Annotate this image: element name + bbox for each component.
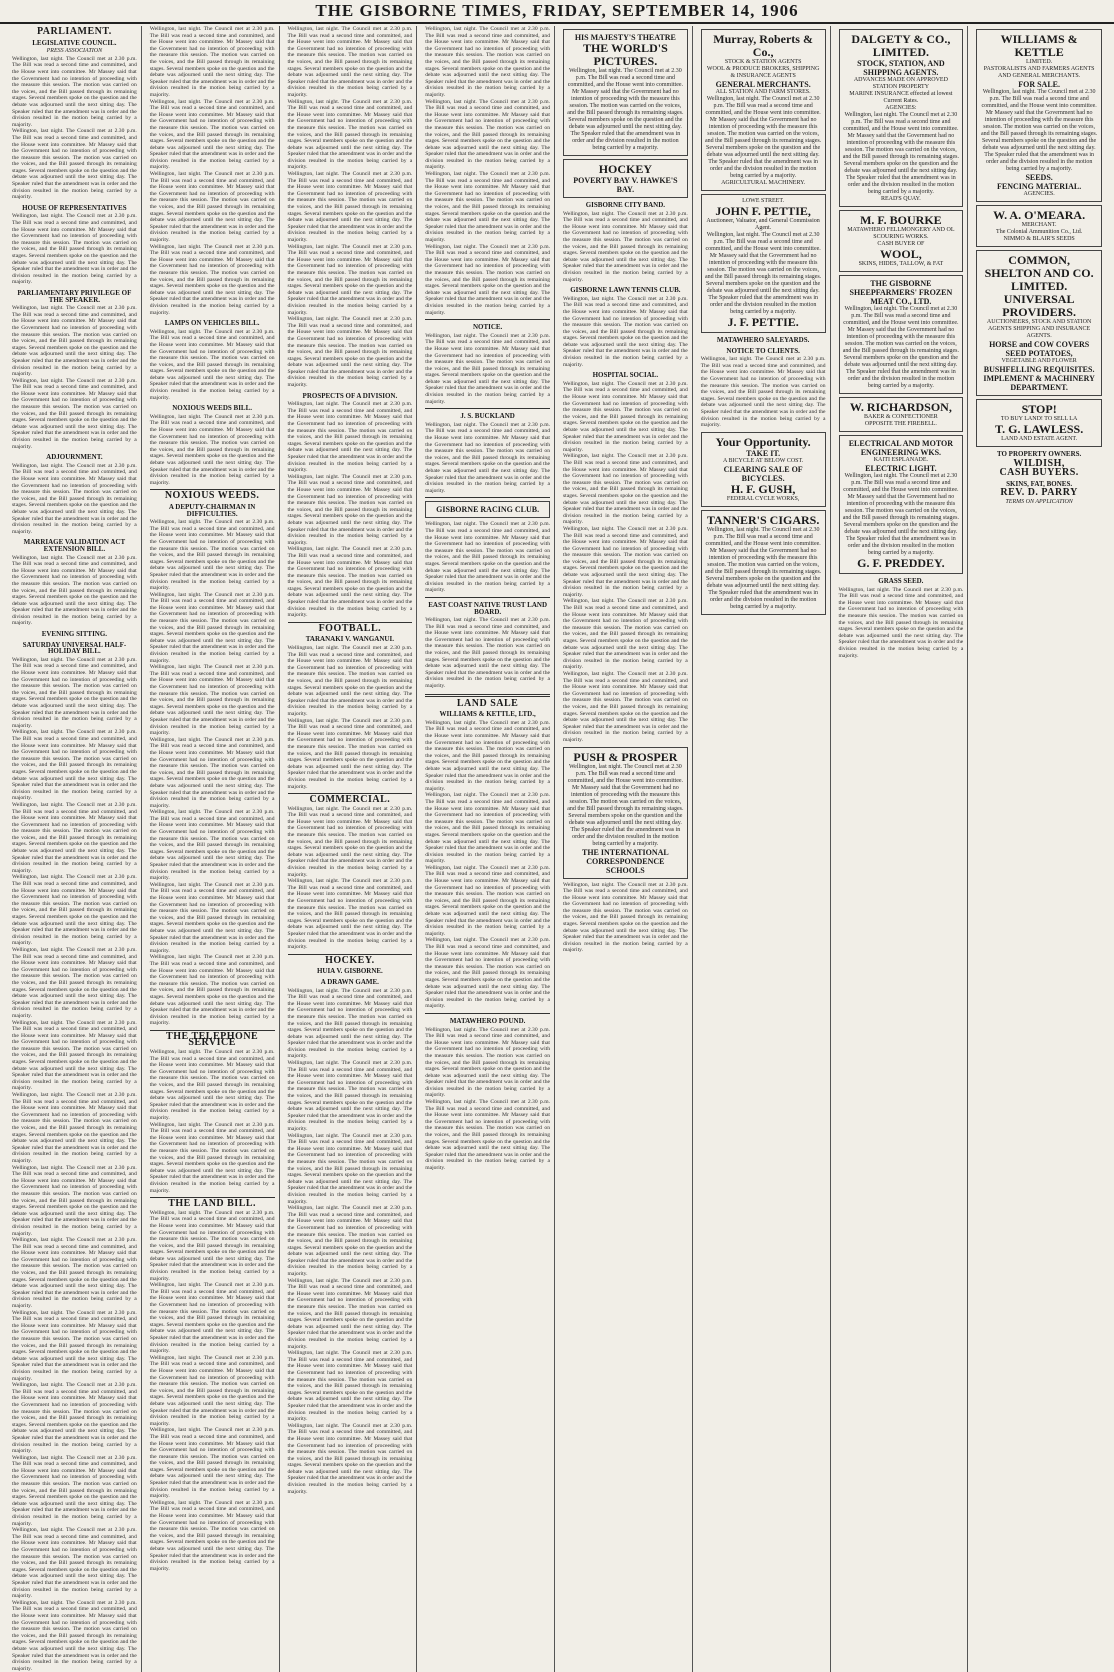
article-text: Wellington, last night. The Council met at 2.30 p.m. The Bill was read a second time and committed, and the House went into committee. Mr Massey said that the Government had no intention of proceeding with the measure this session. The motion was carried on the voices, and the Bill passed through its remaining stages. Several members spoke on the question and the debate was adjourned until the next sitting day. The Speaker ruled that the amendment was in order and the division resulted in the motion being carried by a majority. [149,954,275,1027]
article-text: Wellington, last night. The Council met at 2.30 p.m. The Bill was read a second time and committed, and the House went into committee. Mr Massey said that the Government had no intention of proceeding with the measure this session. The motion was carried on the voices, and the Bill passed through its remaining stages. Several members spoke on the question and the debate was adjourned until the next sitting day. The Speaker ruled that the amendment was in order and the division resulted in the motion being carried by a majority. [287,401,413,474]
schools-title: THE INTERNATIONAL CORRESPONDENCE SCHOOLS [581,847,669,875]
bourke-title: M. F. BOURKE [860,213,942,227]
bourke-cash: CASH BUYER OF [877,241,925,247]
common-seed-potatoes: SEED POTATOES, [1005,349,1073,358]
dalgety-agencies: AGENCIES: [885,105,917,111]
article-text: Wellington, last night. The Council met at 2.30 p.m. The Bill was read a second time and committed, and the House went into committee. Mr Massey said that the Government had no intention of proceeding with the measure this session. The motion was carried on the voices, and the Bill passed through its remaining stages. Several members spoke on the question and the debate was adjourned until the next sitting day. The Speaker ruled that the amendment was in order and the division resulted in the motion being carried by a majority. [425,171,550,243]
universal-title: UNIVERSAL PROVIDERS. [1002,292,1076,319]
divider [425,319,550,320]
lawless-tobuy: TO BUY LAND! TO SELL LA [1000,416,1078,422]
article-text: Wellington, last night. The Council met at 2.30 p.m. The Bill was read a second time and committed, and the House went into committee. Mr Massey said that the Government had no intention of proceeding with the measure this session. The motion was carried on the voices, and the Bill passed through its remaining stages. Several members spoke on the question and the debate was adjourned until the next sitting day. The Speaker ruled that the amendment was in order and the division resulted in the motion being carried by a majority. [287,1277,413,1350]
murray-title: Murray, Roberts & Co., [713,32,813,59]
heading-football: FOOTBALL. [318,622,382,634]
opportunity-title: Your Opportunity. [715,434,811,449]
racing-club-title: GISBORNE RACING CLUB. [436,505,540,515]
wk-text: Wellington, last night. The Council met at 2.30 p.m. The Bill was read a second time and committed, and the House went into committee. Mr Massey said that the Government had no intention of proceeding with the measure this session. The motion was carried on the voices, and the Bill passed through its remaining stages. Several members spoke on the question and the debate was adjourned until the next sitting day. The Speaker ruled that the amendment was in order and the division resulted in the motion being carried by a majority. [980,89,1098,172]
heading-hockey: HOCKEY. [325,954,375,966]
article-text: Wellington, last night. The Council met at 2.30 p.m. The Bill was read a second time and committed, and the House went into committee. Mr Massey said that the Government had no intention of proceeding with the measure this session. The motion was carried on the voices, and the Bill passed through its remaining stages. Several members spoke on the question and the debate was adjourned until the next sitting day. The Speaker ruled that the amendment was in order and the division resulted in the motion being carried by a majority. [425,98,550,171]
article-text: Wellington, last night. The Council met at 2.30 p.m. The Bill was read a second time and committed, and the House went into committee. Mr Massey said that the Government had no intention of proceeding with the measure this session. The motion was carried on the voices, and the Bill passed through its remaining stages. Several members spoke on the question and the debate was adjourned until the next sitting day. The Speaker ruled that the amendment was in order and the division resulted in the motion being carried by a majority. [149,809,275,882]
murray-station: ALL STATION AND FARM STORES. [715,89,811,95]
notice-text: Wellington, last night. The Council met at 2.30 p.m. The Bill was read a second time and committed, and the House went into committee. Mr Massey said that the Government had no intention of proceeding with the measure this session. The motion was carried on the voices, and the Bill passed through its remaining stages. Several members spoke on the question and the debate was adjourned until the next sitting day. The Speaker ruled that the amendment was in order and the division resulted in the motion being carried by a majority. [425,421,550,494]
heading-hospital: HOSPITAL SOCIAL. [592,371,659,380]
murray-agri: AGRICULTURAL MACHINERY. [721,180,806,186]
heading-wildish: WILDISH, [1013,457,1065,469]
column-2 [146,26,280,1672]
heading-land-sale: LAND SALE [456,697,519,709]
heading-privilege: PARLIAMENTARY PRIVILEGE OF THE SPEAKER. [17,288,132,304]
article-text: Wellington, last night. The Council met at 2.30 p.m. The Bill was read a second time and committed, and the House went into committee. Mr Massey said that the Government had no intention of proceeding with the measure this session. The motion was carried on the voices, and the Bill passed through its remaining stages. Several members spoke on the question and the debate was adjourned until the next sitting day. The Speaker ruled that the amendment was in order and the division resulted in the motion being carried by a majority. [12,1237,137,1310]
heading-grass-seed: GRASS SEED. [878,577,924,585]
article-text: Wellington, last night. The Council met at 2.30 p.m. The Bill was read a second time and committed, and the House went into committee. Mr Massey said that the Government had no intention of proceeding with the measure this session. The motion was carried on the voices, and the Bill passed through its remaining stages. Several members spoke on the question and the debate was adjourned until the next sitting day. The Speaker ruled that the amendment was in order and the division resulted in the motion being carried by a majority. [149,1499,275,1572]
gush-title: H. F. GUSH, [730,481,796,496]
hockey-title: HOCKEY [598,162,653,176]
electrical-light: ELECTRIC LIGHT. [865,464,937,473]
newspaper-columns [8,26,1106,1672]
theatre-ad [563,29,688,156]
heading-prospects: PROSPECTS OF A DIVISION. [302,391,398,400]
article-text: Wellington, last night. The Council met at 2.30 p.m. The Bill was read a second time and committed, and the House went into committee. Mr Massey said that the Government had no intention of proceeding with the measure this session. The motion was carried on the voices, and the Bill passed through its remaining stages. Several members spoke on the question and the debate was adjourned until the next sitting day. The Speaker ruled that the amendment was in order and the division resulted in the motion being carried by a majority. [149,413,275,486]
heading-skins: SKINS, FAT, BONES. [1006,479,1073,488]
divider [425,694,550,697]
article-text: Wellington, last night. The Council met at 2.30 p.m. The Bill was read a second time and committed, and the House went into committee. Mr Massey said that the Government had no intention of proceeding with the measure this session. The motion was carried on the voices, and the Bill passed through its remaining stages. Several members spoke on the question and the debate was adjourned until the next sitting day. The Speaker ruled that the amendment was in order and the division resulted in the motion being carried by a majority. [287,1422,413,1495]
article-text: Wellington, last night. The Council met at 2.30 p.m. The Bill was read a second time and committed, and the House went into committee. Mr Massey said that the Government had no intention of proceeding with the measure this session. The motion was carried on the voices, and the Bill passed through its remaining stages. Several members spoke on the question and the debate was adjourned until the next sitting day. The Speaker ruled that the amendment was in order and the division resulted in the motion being carried by a majority. [12,801,137,874]
murray-general: GENERAL MERCHANTS. [715,80,811,89]
heading-house: HOUSE OF REPRESENTATIVES [22,203,127,212]
dalgety-marine: MARINE INSURANCE effected at lowest Current Rates. [849,91,953,104]
article-text: Wellington, last night. The Council met at 2.30 p.m. The Bill was read a second time and committed, and the House went into committee. Mr Massey said that the Government had no intention of proceeding with the measure this session. The motion was carried on the voices, and the Bill passed through its remaining stages. Several members spoke on the question and the debate was adjourned until the next sitting day. The Speaker ruled that the amendment was in order and the division resulted in the motion being carried by a majority. [12,1454,137,1527]
hockey-ad [563,159,688,198]
richardson-ad [839,397,964,432]
notice-text: Wellington, last night. The Council met at 2.30 p.m. The Bill was read a second time and committed, and the House went into committee. Mr Massey said that the Government had no intention of proceeding with the measure this session. The motion was carried on the voices, and the Bill passed through its remaining stages. Several members spoke on the question and the debate was adjourned until the next sitting day. The Speaker ruled that the amendment was in order and the division resulted in the motion being carried by a majority. [563,380,688,453]
common-horse: HORSE and COW COVERS [989,340,1090,349]
push-title: PUSH & PROSPER [573,749,678,764]
take-it: TAKE IT. [746,448,781,458]
wk-sub: LIMITED. [1026,59,1053,65]
notice-text: Wellington, last night. The Council met at 2.30 p.m. The Bill was read a second time and committed, and the House went into committee. Mr Massey said that the Government had no intention of proceeding with the measure this session. The motion was carried on the voices, and the Bill passed through its remaining stages. Several members spoke on the question and the debate was adjourned until the next sitting day. The Speaker ruled that the amendment was in order and the division resulted in the motion being carried by a majority. [838,586,964,659]
article-text: Wellington, last night. The Council met at 2.30 p.m. The Bill was read a second time and committed, and the House went into committee. Mr Massey said that the Government had no intention of proceeding with the measure this session. The motion was carried on the voices, and the Bill passed through its remaining stages. Several members spoke on the question and the debate was adjourned until the next sitting day. The Speaker ruled that the amendment was in order and the division resulted in the motion being carried by a majority. [287,1132,413,1205]
article-text: Wellington, last night. The Council met at 2.30 p.m. The Bill was read a second time and committed, and the House went into committee. Mr Massey said that the Government had no intention of proceeding with the measure this session. The motion was carried on the voices, and the Bill passed through its remaining stages. Several members spoke on the question and the debate was adjourned until the next sitting day. The Speaker ruled that the amendment was in order and the division resulted in the motion being carried by a majority. [287,1060,413,1132]
article-text: Wellington, last night. The Council met at 2.30 p.m. The Bill was read a second time and committed, and the House went into committee. Mr Massey said that the Government had no intention of proceeding with the measure this session. The motion was carried on the voices, and the Bill passed through its remaining stages. Several members spoke on the question and the debate was adjourned until the next sitting day. The Speaker ruled that the amendment was in order and the division resulted in the motion being carried by a majority. [287,316,413,389]
omeara-merchant: MERCHANT. [1021,222,1057,228]
dalgety-text: Wellington, last night. The Council met at 2.30 p.m. The Bill was read a second time and committed, and the House went into committee. Mr Massey said that the Government had no intention of proceeding with the measure this session. The motion was carried on the voices, and the Bill passed through its remaining stages. Several members spoke on the question and the debate was adjourned until the next sitting day. The Speaker ruled that the amendment was in order and the division resulted in the motion being carried by a majority. [842,112,960,195]
article-text: Wellington, last night. The Council met at 2.30 p.m. The Bill was read a second time and committed, and the House went into committee. Mr Massey said that the Government had no intention of proceeding with the measure this session. The motion was carried on the voices, and the Bill passed through its remaining stages. Several members spoke on the question and the debate was adjourned until the next sitting day. The Speaker ruled that the amendment was in order and the division resulted in the motion being carried by a majority. [287,805,413,878]
heading-noxious: NOXIOUS WEEDS. [164,490,260,502]
press-association: PRESS ASSOCIATION [46,48,103,55]
masthead: THE GISBORNE TIMES, FRIDAY, SEPTEMBER 14, 1906 [0,0,1114,24]
heading-land-bill: THE LAND BILL. [168,1198,257,1210]
bourke-ad [839,210,964,272]
notice-text: Wellington, last night. The Council met at 2.30 p.m. The Bill was read a second time and committed, and the House went into committee. Mr Massey said that the Government had no intention of proceeding with the measure this session. The motion was carried on the voices, and the Bill passed through its remaining stages. Several members spoke on the question and the debate was adjourned until the next sitting day. The Speaker ruled that the amendment was in order and the division resulted in the motion being carried by a majority. [425,719,550,792]
heading-huia: HUIA V. GISBORNE. [316,967,383,976]
dalgety-ad [839,29,964,207]
preddey-title: G. F. PREDDEY. [857,556,945,570]
article-text: Wellington, last night. The Council met at 2.30 p.m. The Bill was read a second time and committed, and the House went into committee. Mr Massey said that the Government had no intention of proceeding with the measure this session. The motion was carried on the voices, and the Bill passed through its remaining stages. Several members spoke on the question and the debate was adjourned until the next sitting day. The Speaker ruled that the amendment was in order and the division resulted in the motion being carried by a majority. [425,26,550,98]
common-veg: VEGETABLE AND FLOWER [1001,358,1077,364]
notice-text: Wellington, last night. The Council met at 2.30 p.m. The Bill was read a second time and committed, and the House went into committee. Mr Massey said that the Government had no intention of proceeding with the measure this session. The motion was carried on the voices, and the Bill passed through its remaining stages. Several members spoke on the question and the debate was adjourned until the next sitting day. The Speaker ruled that the amendment was in order and the division resulted in the motion being carried by a majority. [425,864,550,937]
article-text: Wellington, last night. The Council met at 2.30 p.m. The Bill was read a second time and committed, and the House went into committee. Mr Massey said that the Government had no intention of proceeding with the measure this session. The motion was carried on the voices, and the Bill passed through its remaining stages. Several members spoke on the question and the debate was adjourned until the next sitting day. The Speaker ruled that the amendment was in order and the division resulted in the motion being carried by a majority. [287,243,413,316]
wk-agencies: AGENCIES. [1023,191,1055,197]
heading-cash-buyers: CASH BUYERS. [999,467,1079,479]
bourke-sub: MATAWHERO FELLMONGERY AND OL SCOURING WORKS. [847,227,955,240]
heading-lamps: LAMPS ON VEHICLES BILL. [164,319,260,328]
heading-williams-kettle: WILLIAMS & KETTLE, LTD., [439,710,536,719]
article-text: Wellington, last night. The Council met at 2.30 p.m. The Bill was read a second time and committed, and the House went into committee. Mr Massey said that the Government had no intention of proceeding with the measure this session. The motion was carried on the voices, and the Bill passed through its remaining stages. Several members spoke on the question and the debate was adjourned until the next sitting day. The Speaker ruled that the amendment was in order and the division resulted in the motion being carried by a majority. [287,878,413,951]
notice-text: Wellington, last night. The Council met at 2.30 p.m. The Bill was read a second time and committed, and the House went into committee. Mr Massey said that the Government had no intention of proceeding with the measure this session. The motion was carried on the voices, and the Bill passed through its remaining stages. Several members spoke on the question and the debate was adjourned until the next sitting day. The Speaker ruled that the amendment was in order and the division resulted in the motion being carried by a majority. [700,356,826,429]
heading-saleyards: MATAWHERO SALEYARDS. [716,336,810,344]
pettie-title-2: J. F. PETTIE. [727,315,799,329]
murray-wool: WOOL & PRODUCE BROKERS, SHIPPING & INSURANCE AGENTS [706,66,820,79]
lawless-title: T. G. LAWLESS. [995,422,1084,436]
richardson-title: W. RICHARDSON, [849,400,952,414]
article-text: Wellington, last night. The Council met at 2.30 p.m. The Bill was read a second time and committed, and the House went into committee. Mr Massey said that the Government had no intention of proceeding with the measure this session. The motion was carried on the voices, and the Bill passed through its remaining stages. Several members spoke on the question and the debate was adjourned until the next sitting day. The Speaker ruled that the amendment was in order and the division resulted in the motion being carried by a majority. [287,1350,413,1423]
article-text: Wellington, last night. The Council met at 2.30 p.m. The Bill was read a second time and committed, and the House went into committee. Mr Massey said that the Government had no intention of proceeding with the measure this session. The motion was carried on the voices, and the Bill passed through its remaining stages. Several members spoke on the question and the debate was adjourned until the next sitting day. The Speaker ruled that the amendment was in order and the division resulted in the motion being carried by a majority. [12,1019,137,1092]
divider [425,497,550,498]
common-title: COMMON, SHELTON AND CO. LIMITED. [984,253,1094,293]
clearing-sale: CLEARING SALE OF BICYCLES. [723,464,803,483]
heading-parry: REV. D. PARRY [1000,487,1078,499]
column-5 [559,26,693,1672]
common-shelton-ad [976,250,1102,396]
notice-text: Wellington, last night. The Council met at 2.30 p.m. The Bill was read a second time and committed, and the House went into committee. Mr Massey said that the Government had no intention of proceeding with the measure this session. The motion was carried on the voices, and the Bill passed through its remaining stages. Several members spoke on the question and the debate was adjourned until the next sitting day. The Speaker ruled that the amendment was in order and the division resulted in the motion being carried by a majority. [425,1026,550,1099]
notice-text: Wellington, last night. The Council met at 2.30 p.m. The Bill was read a second time and committed, and the House went into committee. Mr Massey said that the Government had no intention of proceeding with the measure this session. The motion was carried on the voices, and the Bill passed through its remaining stages. Several members spoke on the question and the debate was adjourned until the next sitting day. The Speaker ruled that the amendment was in order and the division resulted in the motion being carried by a majority. [563,525,688,598]
common-auctioneers: AUCTIONEERS, STOCK AND STATION AGENTS SHIPPING AND INSURANCE AGENTS. [986,319,1092,339]
heading-eastcoast: EAST COAST NATIVE TRUST LAND BOARD. [428,600,548,616]
article-text: Wellington, last night. The Council met at 2.30 p.m. The Bill was read a second time and committed, and the House went into committee. Mr Massey said that the Government had no intention of proceeding with the measure this session. The motion was carried on the voices, and the Bill passed through its remaining stages. Several members spoke on the question and the debate was adjourned until the next sitting day. The Speaker ruled that the amendment was in order and the division resulted in the motion being carried by a majority. [287,546,413,619]
heading-telephone: THE TELEPHONE SERVICE [166,1030,259,1049]
gush-sub: FEDERAL CYCLE WORKS, [726,495,800,502]
column-3 [284,26,418,1672]
notice-text: Wellington, last night. The Council met at 2.30 p.m. The Bill was read a second time and committed, and the House went into committee. Mr Massey said that the Government had no intention of proceeding with the measure this session. The motion was carried on the voices, and the Bill passed through its remaining stages. Several members spoke on the question and the debate was adjourned until the next sitting day. The Speaker ruled that the amendment was in order and the division resulted in the motion being carried by a majority. [425,332,550,405]
theatre-text: Wellington, last night. The Council met at 2.30 p.m. The Bill was read a second time and committed, and the House went into committee. Mr Massey said that the Government had no intention of proceeding with the measure this session. The motion was carried on the voices, and the Bill passed through its remaining stages. Several members spoke on the question and the debate was adjourned until the next sitting day. The Speaker ruled that the amendment was in order and the division resulted in the motion being carried by a majority. [567,68,684,151]
article-text: Wellington, last night. The Council met at 2.30 p.m. The Bill was read a second time and committed, and the House went into committee. Mr Massey said that the Government had no intention of proceeding with the measure this session. The motion was carried on the voices, and the Bill passed through its remaining stages. Several members spoke on the question and the debate was adjourned until the next sitting day. The Speaker ruled that the amendment was in order and the division resulted in the motion being carried by a majority. [12,1092,137,1164]
article-text: Wellington, last night. The Council met at 2.30 p.m. The Bill was read a second time and committed, and the House went into committee. Mr Massey said that the Government had no intention of proceeding with the measure this session. The motion was carried on the voices, and the Bill passed through its remaining stages. Several members spoke on the question and the debate was adjourned until the next sitting day. The Speaker ruled that the amendment was in order and the division resulted in the motion being carried by a majority. [149,1049,275,1121]
heading-evening: EVENING SITTING. [41,630,108,639]
article-text: Wellington, last night. The Council met at 2.30 p.m. The Bill was read a second time and committed, and the House went into committee. Mr Massey said that the Government had no intention of proceeding with the measure this session. The motion was carried on the voices, and the Bill passed through its remaining stages. Several members spoke on the question and the debate was adjourned until the next sitting day. The Speaker ruled that the amendment was in order and the division resulted in the motion being carried by a majority. [149,1209,275,1282]
pettie-sub: Auctioneer, Valuator, and General Commission Agent. [706,218,820,231]
heading-noxious-bill: NOXIOUS WEEDS BILL. [172,404,253,413]
lawless-stop: STOP! [1021,402,1057,416]
column-6 [697,26,831,1672]
article-text: Wellington, last night. The Council met at 2.30 p.m. The Bill was read a second time and committed, and the House went into committee. Mr Massey said that the Government had no intention of proceeding with the measure this session. The motion was carried on the voices, and the Bill passed through its remaining stages. Several members spoke on the question and the debate was adjourned until the next sitting day. The Speaker ruled that the amendment was in order and the division resulted in the motion being carried by a majority. [12,1164,137,1237]
article-text: Wellington, last night. The Council met at 2.30 p.m. The Bill was read a second time and committed, and the House went into committee. Mr Massey said that the Government had no intention of proceeding with the measure this session. The motion was carried on the voices, and the Bill passed through its remaining stages. Several members spoke on the question and the debate was adjourned until the next sitting day. The Speaker ruled that the amendment was in order and the division resulted in the motion being carried by a majority. [287,1205,413,1278]
article-text: Wellington, last night. The Council met at 2.30 p.m. The Bill was read a second time and committed, and the House went into committee. Mr Massey said that the Government had no intention of proceeding with the measure this session. The motion was carried on the voices, and the Bill passed through its remaining stages. Several members spoke on the question and the debate was adjourned until the next sitting day. The Speaker ruled that the amendment was in order and the division resulted in the motion being carried by a majority. [12,213,137,286]
pettie-ad [701,194,826,333]
notice-text: Wellington, last night. The Council met at 2.30 p.m. The Bill was read a second time and committed, and the House went into committee. Mr Massey said that the Government had no intention of proceeding with the measure this session. The motion was carried on the voices, and the Bill passed through its remaining stages. Several members spoke on the question and the debate was adjourned until the next sitting day. The Speaker ruled that the amendment was in order and the division resulted in the motion being carried by a majority. [425,521,550,594]
wk-seeds: SEEDS. [1025,173,1053,182]
lawless-sub: LAND AND ESTATE AGENT. [1001,436,1078,442]
column-4 [421,26,555,1672]
article-text: Wellington, last night. The Council met at 2.30 p.m. The Bill was read a second time and committed, and the House went into committee. Mr Massey said that the Government had no intention of proceeding with the measure this session. The motion was carried on the voices, and the Bill passed through its remaining stages. Several members spoke on the question and the debate was adjourned until the next sitting day. The Speaker ruled that the amendment was in order and the division resulted in the motion being carried by a majority. [149,881,275,954]
divider [425,597,550,598]
richardson-baker: BAKER & CONFECTIONER [864,414,938,420]
common-implement: IMPLEMENT & MACHINERY DEPARTMENT. [983,374,1095,392]
notice-text: Wellington, last night. The Council met at 2.30 p.m. The Bill was read a second time and committed, and the House went into committee. Mr Massey said that the Government had no intention of proceeding with the measure this session. The motion was carried on the voices, and the Bill passed through its remaining stages. Several members spoke on the question and the debate was adjourned until the next sitting day. The Speaker ruled that the amendment was in order and the division resulted in the motion being carried by a majority. [563,881,688,954]
pictures-title: THE WORLD'S PICTURES. [582,41,668,68]
article-text: Wellington, last night. The Council met at 2.30 p.m. The Bill was read a second time and committed, and the House went into committee. Mr Massey said that the Government had no intention of proceeding with the measure this session. The motion was carried on the voices, and the Bill passed through its remaining stages. Several members spoke on the question and the debate was adjourned until the next sitting day. The Speaker ruled that the amendment was in order and the division resulted in the motion being carried by a majority. [12,1382,137,1455]
heading-legislative: LEGISLATIVE COUNCIL. [32,38,117,47]
article-text: Wellington, last night. The Council met at 2.30 p.m. The Bill was read a second time and committed, and the House went into committee. Mr Massey said that the Government had no intention of proceeding with the measure this session. The motion was carried on the voices, and the Bill passed through its remaining stages. Several members spoke on the question and the debate was adjourned until the next sitting day. The Speaker ruled that the amendment was in order and the division resulted in the motion being carried by a majority. [12,554,137,627]
article-text: Wellington, last night. The Council met at 2.30 p.m. The Bill was read a second time and committed, and the House went into committee. Mr Massey said that the Government had no intention of proceeding with the measure this session. The motion was carried on the voices, and the Bill passed through its remaining stages. Several members spoke on the question and the debate was adjourned until the next sitting day. The Speaker ruled that the amendment was in order and the division resulted in the motion being carried by a majority. [149,171,275,243]
dalgety-stock: STOCK, STATION, AND SHIPPING AGENTS. [857,59,945,77]
article-text: Wellington, last night. The Council met at 2.30 p.m. The Bill was read a second time and committed, and the House went into committee. Mr Massey said that the Government had no intention of proceeding with the measure this session. The motion was carried on the voices, and the Bill passed through its remaining stages. Several members spoke on the question and the debate was adjourned until the next sitting day. The Speaker ruled that the amendment was in order and the division resulted in the motion being carried by a majority. [149,664,275,737]
common-bushfelling: BUSHFELLING REQUISITES. [983,365,1095,374]
tanner-title: TANNER'S CIGARS. [706,512,820,527]
article-text: Wellington, last night. The Council met at 2.30 p.m. The Bill was read a second time and committed, and the House went into committee. Mr Massey said that the Government had no intention of proceeding with the measure this session. The motion was carried on the voices, and the Bill passed through its remaining stages. Several members spoke on the question and the debate was adjourned until the next sitting day. The Speaker ruled that the amendment was in order and the division resulted in the motion being carried by a majority. [12,1527,137,1600]
notice-text: Wellington, last night. The Council met at 2.30 p.m. The Bill was read a second time and committed, and the House went into committee. Mr Massey said that the Government had no intention of proceeding with the measure this session. The motion was carried on the voices, and the Bill passed through its remaining stages. Several members spoke on the question and the debate was adjourned until the next sitting day. The Speaker ruled that the amendment was in order and the division resulted in the motion being carried by a majority. [563,295,688,368]
dalgety-advances: ADVANCES MADE ON APPROVED STATION PROPERTY [853,77,948,90]
column-8 [972,26,1106,1672]
article-text: Wellington, last night. The Council met at 2.30 p.m. The Bill was read a second time and committed, and the House went into committee. Mr Massey said that the Government had no intention of proceeding with the measure this session. The motion was carried on the voices, and the Bill passed through its remaining stages. Several members spoke on the question and the debate was adjourned until the next sitting day. The Speaker ruled that the amendment was in order and the division resulted in the motion being carried by a majority. [12,462,137,535]
tanner-text: Wellington, last night. The Council met at 2.30 p.m. The Bill was read a second time and committed, and the House went into committee. Mr Massey said that the Government had no intention of proceeding with the measure this session. The motion was carried on the voices, and the Bill passed through its remaining stages. Several members spoke on the question and the debate was adjourned until the next sitting day. The Speaker ruled that the amendment was in order and the division resulted in the motion being carried by a majority. [704,526,822,610]
article-text: Wellington, last night. The Council met at 2.30 p.m. The Bill was read a second time and committed, and the House went into committee. Mr Massey said that the Government had no intention of proceeding with the measure this session. The motion was carried on the voices, and the Bill passed through its remaining stages. Several members spoke on the question and the debate was adjourned until the next sitting day. The Speaker ruled that the amendment was in order and the division resulted in the motion being carried by a majority. [149,243,275,316]
racing-club-ad [425,501,550,518]
article-text: Wellington, last night. The Council met at 2.30 p.m. The Bill was read a second time and committed, and the House went into committee. Mr Massey said that the Government had no intention of proceeding with the measure this session. The motion was carried on the voices, and the Bill passed through its remaining stages. Several members spoke on the question and the debate was adjourned until the next sitting day. The Speaker ruled that the amendment was in order and the division resulted in the motion being carried by a majority. [287,717,413,790]
article-text: Wellington, last night. The Council met at 2.30 p.m. The Bill was read a second time and committed, and the House went into committee. Mr Massey said that the Government had no intention of proceeding with the measure this session. The motion was carried on the voices, and the Bill passed through its remaining stages. Several members spoke on the question and the debate was adjourned until the next sitting day. The Speaker ruled that the amendment was in order and the division resulted in the motion being carried by a majority. [425,243,550,316]
divider [425,1013,550,1014]
article-text: Wellington, last night. The Council met at 2.30 p.m. The Bill was read a second time and committed, and the House went into committee. Mr Massey said that the Government had no intention of proceeding with the measure this session. The motion was carried on the voices, and the Bill passed through its remaining stages. Several members spoke on the question and the debate was adjourned until the next sitting day. The Speaker ruled that the amendment was in order and the division resulted in the motion being carried by a majority. [12,1599,137,1672]
bicycle-ad [701,432,826,507]
heading-notice-clients: NOTICE TO CLIENTS. [726,346,800,355]
omeara-nimmo: NIMMO & BLAIR'S SEEDS [1003,236,1075,242]
bourke-wool: WOOL, [880,247,922,261]
heading-parliament: PARLIAMENT. [36,26,112,37]
electrical-text: Wellington, last night. The Council met at 2.30 p.m. The Bill was read a second time and committed, and the House went into committee. Mr Massey said that the Government had no intention of proceeding with the measure this session. The motion was carried on the voices, and the Bill passed through its remaining stages. Several members spoke on the question and the debate was adjourned until the next sitting day. The Speaker ruled that the amendment was in order and the division resulted in the motion being carried by a majority. [842,473,960,556]
electrical-ad [839,435,964,574]
notice-text: Wellington, last night. The Council met at 2.30 p.m. The Bill was read a second time and committed, and the House went into committee. Mr Massey said that the Government had no intention of proceeding with the measure this session. The motion was carried on the voices, and the Bill passed through its remaining stages. Several members spoke on the question and the debate was adjourned until the next sitting day. The Speaker ruled that the amendment was in order and the division resulted in the motion being carried by a majority. [563,598,688,671]
column-7 [835,26,969,1672]
pettie-lowe: LOWE STREET. [742,198,785,204]
article-text: Wellington, last night. The Council met at 2.30 p.m. The Bill was read a second time and committed, and the House went into committee. Mr Massey said that the Government had no intention of proceeding with the measure this session. The motion was carried on the voices, and the Bill passed through its remaining stages. Several members spoke on the question and the debate was adjourned until the next sitting day. The Speaker ruled that the amendment was in order and the division resulted in the motion being carried by a majority. [287,26,413,98]
article-text: Wellington, last night. The Council met at 2.30 p.m. The Bill was read a second time and committed, and the House went into committee. Mr Massey said that the Government had no intention of proceeding with the measure this session. The motion was carried on the voices, and the Bill passed through its remaining stages. Several members spoke on the question and the debate was adjourned until the next sitting day. The Speaker ruled that the amendment was in order and the division resulted in the motion being carried by a majority. [149,1427,275,1500]
notice-text: Wellington, last night. The Council met at 2.30 p.m. The Bill was read a second time and committed, and the House went into committee. Mr Massey said that the Government had no intention of proceeding with the measure this session. The motion was carried on the voices, and the Bill passed through its remaining stages. Several members spoke on the question and the debate was adjourned until the next sitting day. The Speaker ruled that the amendment was in order and the division resulted in the motion being carried by a majority. [425,792,550,865]
heading-terms: TERMS ON APPLICATION [1005,498,1073,505]
dalgety-title: DALGETY & CO., LIMITED. [851,32,951,59]
article-text: Wellington, last night. The Council met at 2.30 p.m. The Bill was read a second time and committed, and the House went into committee. Mr Massey said that the Government had no intention of proceeding with the measure this session. The motion was carried on the voices, and the Bill passed through its remaining stages. Several members spoke on the question and the debate was adjourned until the next sitting day. The Speaker ruled that the amendment was in order and the division resulted in the motion being carried by a majority. [287,473,413,546]
omeara-ammunition: The Colonial Ammunition Co., Ltd. [996,229,1083,235]
wk-title: WILLIAMS & KETTLE [1000,32,1078,59]
notice-text: Wellington, last night. The Council met at 2.30 p.m. The Bill was read a second time and committed, and the House went into committee. Mr Massey said that the Government had no intention of proceeding with the measure this session. The motion was carried on the voices, and the Bill passed through its remaining stages. Several members spoke on the question and the debate was adjourned until the next sitting day. The Speaker ruled that the amendment was in order and the division resulted in the motion being carried by a majority. [563,210,688,283]
heading-drawn: A DRAWN GAME. [320,977,379,986]
article-text: Wellington, last night. The Council met at 2.30 p.m. The Bill was read a second time and committed, and the House went into committee. Mr Massey said that the Government had no intention of proceeding with the measure this session. The motion was carried on the voices, and the Bill passed through its remaining stages. Several members spoke on the question and the debate was adjourned until the next sitting day. The Speaker ruled that the amendment was in order and the division resulted in the motion being carried by a majority. [12,656,137,729]
murray-roberts-ad [701,29,826,191]
article-text: Wellington, last night. The Council met at 2.30 p.m. The Bill was read a second time and committed, and the House went into committee. Mr Massey said that the Government had no intention of proceeding with the measure this session. The motion was carried on the voices, and the Bill passed through its remaining stages. Several members spoke on the question and the debate was adjourned until the next sitting day. The Speaker ruled that the amendment was in order and the division resulted in the motion being carried by a majority. [12,377,137,450]
bourke-skins: SKINS, HIDES, TALLOW, & FAT [858,261,944,267]
heading-lawn-tennis: GISBORNE LAWN TENNIS CLUB. [570,286,681,295]
heading-adjournment: ADJOURNMENT. [46,453,103,462]
heading-matawhero-pound: MATAWHERO POUND. [449,1016,526,1025]
column-1 [8,26,142,1672]
heading-deputy: A DEPUTY-CHAIRMAN IN DIFFICULTIES. [168,502,256,518]
article-text: Wellington, last night. The Council met at 2.30 p.m. The Bill was read a second time and committed, and the House went into committee. Mr Massey said that the Government had no intention of proceeding with the measure this session. The motion was carried on the voices, and the Bill passed through its remaining stages. Several members spoke on the question and the debate was adjourned until the next sitting day. The Speaker ruled that the amendment was in order and the division resulted in the motion being carried by a majority. [149,98,275,171]
wk-forsale: FOR SALE. [1018,80,1061,89]
freezing-ad [839,275,964,394]
lawless-ad [976,399,1102,447]
article-text: Wellington, last night. The Council met at 2.30 p.m. The Bill was read a second time and committed, and the House went into committee. Mr Massey said that the Government had no intention of proceeding with the measure this session. The motion was carried on the voices, and the Bill passed through its remaining stages. Several members spoke on the question and the debate was adjourned until the next sitting day. The Speaker ruled that the amendment was in order and the division resulted in the motion being carried by a majority. [149,1354,275,1427]
notice-text: Wellington, last night. The Council met at 2.30 p.m. The Bill was read a second time and committed, and the House went into committee. Mr Massey said that the Government had no intention of proceeding with the measure this session. The motion was carried on the voices, and the Bill passed through its remaining stages. Several members spoke on the question and the debate was adjourned until the next sitting day. The Speaker ruled that the amendment was in order and the division resulted in the motion being carried by a majority. [425,1099,550,1171]
notice-text: Wellington, last night. The Council met at 2.30 p.m. The Bill was read a second time and committed, and the House went into committee. Mr Massey said that the Government had no intention of proceeding with the measure this session. The motion was carried on the voices, and the Bill passed through its remaining stages. Several members spoke on the question and the debate was adjourned until the next sitting day. The Speaker ruled that the amendment was in order and the division resulted in the motion being carried by a majority. [425,937,550,1010]
article-text: Wellington, last night. The Council met at 2.30 p.m. The Bill was read a second time and committed, and the House went into committee. Mr Massey said that the Government had no intention of proceeding with the measure this session. The motion was carried on the voices, and the Bill passed through its remaining stages. Several members spoke on the question and the debate was adjourned until the next sitting day. The Speaker ruled that the amendment was in order and the division resulted in the motion being carried by a majority. [149,736,275,809]
article-text: Wellington, last night. The Council met at 2.30 p.m. The Bill was read a second time and committed, and the House went into committee. Mr Massey said that the Government had no intention of proceeding with the measure this session. The motion was carried on the voices, and the Bill passed through its remaining stages. Several members spoke on the question and the debate was adjourned until the next sitting day. The Speaker ruled that the amendment was in order and the division resulted in the motion being carried by a majority. [149,591,275,664]
article-text: Wellington, last night. The Council met at 2.30 p.m. The Bill was read a second time and committed, and the House went into committee. Mr Massey said that the Government had no intention of proceeding with the measure this session. The motion was carried on the voices, and the Bill passed through its remaining stages. Several members spoke on the question and the debate was adjourned until the next sitting day. The Speaker ruled that the amendment was in order and the division resulted in the motion being carried by a majority. [12,1309,137,1382]
theatre-title: HIS MAJESTY'S THEATRE [574,33,676,42]
notice-text: Wellington, last night. The Council met at 2.30 p.m. The Bill was read a second time and committed, and the House went into committee. Mr Massey said that the Government had no intention of proceeding with the measure this session. The motion was carried on the voices, and the Bill passed through its remaining stages. Several members spoke on the question and the debate was adjourned until the next sitting day. The Speaker ruled that the amendment was in order and the division resulted in the motion being carried by a majority. [563,453,688,526]
heading-notice: NOTICE. [472,323,503,332]
push-prosper-ad [563,747,688,879]
heading-property-owners: TO PROPERTY OWNERS. [996,450,1082,458]
dalgety-reads: READ'S QUAY. [880,196,921,202]
article-text: Wellington, last night. The Council met at 2.30 p.m. The Bill was read a second time and committed, and the House went into committee. Mr Massey said that the Government had no intention of proceeding with the measure this session. The motion was carried on the voices, and the Bill passed through its remaining stages. Several members spoke on the question and the debate was adjourned until the next sitting day. The Speaker ruled that the amendment was in order and the division resulted in the motion being carried by a majority. [287,171,413,243]
article-text: Wellington, last night. The Council met at 2.30 p.m. The Bill was read a second time and committed, and the House went into committee. Mr Massey said that the Government had no intention of proceeding with the measure this session. The motion was carried on the voices, and the Bill passed through its remaining stages. Several members spoke on the question and the debate was adjourned until the next sitting day. The Speaker ruled that the amendment was in order and the division resulted in the motion being carried by a majority. [12,55,137,128]
article-text: Wellington, last night. The Council met at 2.30 p.m. The Bill was read a second time and committed, and the House went into committee. Mr Massey said that the Government had no intention of proceeding with the measure this session. The motion was carried on the voices, and the Bill passed through its remaining stages. Several members spoke on the question and the debate was adjourned until the next sitting day. The Speaker ruled that the amendment was in order and the division resulted in the motion being carried by a majority. [149,1121,275,1194]
freezing-title: THE GISBORNE SHEEPFARMERS' FROZEN MEAT CO., LTD. [849,279,953,306]
heading-buckland: J. S. BUCKLAND [460,412,515,421]
wk-fencing: FENCING MATERIAL. [996,182,1082,191]
hockey-match: POVERTY BAY V. HAWKE'S BAY. [573,176,678,194]
divider [425,408,550,409]
heading-taranaki: TARANAKI V. WANGANUI. [305,635,394,644]
heading-marriage: MARRIAGE VALIDATION ACT EXTENSION BILL. [23,538,126,553]
pettie-text: Wellington, last night. The Council met at 2.30 p.m. The Bill was read a second time and committed, and the House went into committee. Mr Massey said that the Government had no intention of proceeding with the measure this session. The motion was carried on the voices, and the Bill passed through its remaining stages. Several members spoke on the question and the debate was adjourned until the next sitting day. The Speaker ruled that the amendment was in order and the division resulted in the motion being carried by a majority. [704,232,822,315]
notice-text: Wellington, last night. The Council met at 2.30 p.m. The Bill was read a second time and committed, and the House went into committee. Mr Massey said that the Government had no intention of proceeding with the measure this session. The motion was carried on the voices, and the Bill passed through its remaining stages. Several members spoke on the question and the debate was adjourned until the next sitting day. The Speaker ruled that the amendment was in order and the division resulted in the motion being carried by a majority. [563,670,688,743]
article-text: Wellington, last night. The Council met at 2.30 p.m. The Bill was read a second time and committed, and the House went into committee. Mr Massey said that the Government had no intention of proceeding with the measure this session. The motion was carried on the voices, and the Bill passed through its remaining stages. Several members spoke on the question and the debate was adjourned until the next sitting day. The Speaker ruled that the amendment was in order and the division resulted in the motion being carried by a majority. [12,874,137,947]
electrical-esplanade: KAITI ESPLANADE. [873,457,929,463]
article-text: Wellington, last night. The Council met at 2.30 p.m. The Bill was read a second time and committed, and the House went into committee. Mr Massey said that the Government had no intention of proceeding with the measure this session. The motion was carried on the voices, and the Bill passed through its remaining stages. Several members spoke on the question and the debate was adjourned until the next sitting day. The Speaker ruled that the amendment was in order and the division resulted in the motion being carried by a majority. [12,946,137,1019]
freezing-text: Wellington, last night. The Council met at 2.30 p.m. The Bill was read a second time and committed, and the House went into committee. Mr Massey said that the Government had no intention of proceeding with the measure this session. The motion was carried on the voices, and the Bill passed through its remaining stages. Several members spoke on the question and the debate was adjourned until the next sitting day. The Speaker ruled that the amendment was in order and the division resulted in the motion being carried by a majority. [842,306,960,389]
richardson-firebell: OPPOSITE THE FIREBELL. [864,421,937,427]
article-text: Wellington, last night. The Council met at 2.30 p.m. The Bill was read a second time and committed, and the House went into committee. Mr Massey said that the Government had no intention of proceeding with the measure this session. The motion was carried on the voices, and the Bill passed through its remaining stages. Several members spoke on the question and the debate was adjourned until the next sitting day. The Speaker ruled that the amendment was in order and the division resulted in the motion being carried by a majority. [12,729,137,802]
wk-ad [976,29,1102,202]
murray-merchants: STOCK & STATION AGENTS [724,59,802,65]
pettie-title: JOHN F. PETTIE, [715,204,811,218]
tanner-ad [701,510,826,615]
notice-text: Wellington, last night. The Council met at 2.30 p.m. The Bill was read a second time and committed, and the House went into committee. Mr Massey said that the Government had no intention of proceeding with the measure this session. The motion was carried on the voices, and the Bill passed through its remaining stages. Several members spoke on the question and the debate was adjourned until the next sitting day. The Speaker ruled that the amendment was in order and the division resulted in the motion being carried by a majority. [425,617,550,690]
wk-pastoralists: PASTORALISTS AND FARMERS AGENTS AND GENERAL MERCHANTS. [983,66,1095,79]
push-text: Wellington, last night. The Council met at 2.30 p.m. The Bill was read a second time and committed, and the House went into committee. Mr Massey said that the Government had no intention of proceeding with the measure this session. The motion was carried on the voices, and the Bill passed through its remaining stages. Several members spoke on the question and the debate was adjourned until the next sitting day. The Speaker ruled that the amendment was in order and the division resulted in the motion being carried by a majority. [567,763,684,847]
heading-commercial: COMMERCIAL. [309,794,391,806]
article-text: Wellington, last night. The Council met at 2.30 p.m. The Bill was read a second time and committed, and the House went into committee. Mr Massey said that the Government had no intention of proceeding with the measure this session. The motion was carried on the voices, and the Bill passed through its remaining stages. Several members spoke on the question and the debate was adjourned until the next sitting day. The Speaker ruled that the amendment was in order and the division resulted in the motion being carried by a majority. [287,98,413,171]
article-text: Wellington, last night. The Council met at 2.30 p.m. The Bill was read a second time and committed, and the House went into committee. Mr Massey said that the Government had no intention of proceeding with the measure this session. The motion was carried on the voices, and the Bill passed through its remaining stages. Several members spoke on the question and the debate was adjourned until the next sitting day. The Speaker ruled that the amendment was in order and the division resulted in the motion being carried by a majority. [149,26,275,98]
article-text: Wellington, last night. The Council met at 2.30 p.m. The Bill was read a second time and committed, and the House went into committee. Mr Massey said that the Government had no intention of proceeding with the measure this session. The motion was carried on the voices, and the Bill passed through its remaining stages. Several members spoke on the question and the debate was adjourned until the next sitting day. The Speaker ruled that the amendment was in order and the division resulted in the motion being carried by a majority. [12,305,137,378]
heading-saturday: SATURDAY UNIVERSAL HALF-HOLIDAY BILL. [22,640,127,656]
omeara-ad [976,205,1102,247]
heading-city-band: GISBORNE CITY BAND. [585,201,666,209]
article-text: Wellington, last night. The Council met at 2.30 p.m. The Bill was read a second time and committed, and the House went into committee. Mr Massey said that the Government had no intention of proceeding with the measure this session. The motion was carried on the voices, and the Bill passed through its remaining stages. Several members spoke on the question and the debate was adjourned until the next sitting day. The Speaker ruled that the amendment was in order and the division resulted in the motion being carried by a majority. [287,645,413,717]
article-text: Wellington, last night. The Council met at 2.30 p.m. The Bill was read a second time and committed, and the House went into committee. Mr Massey said that the Government had no intention of proceeding with the measure this session. The motion was carried on the voices, and the Bill passed through its remaining stages. Several members spoke on the question and the debate was adjourned until the next sitting day. The Speaker ruled that the amendment was in order and the division resulted in the motion being carried by a majority. [149,328,275,401]
omeara-title: W. A. O'MEARA. [993,208,1086,222]
article-text: Wellington, last night. The Council met at 2.30 p.m. The Bill was read a second time and committed, and the House went into committee. Mr Massey said that the Government had no intention of proceeding with the measure this session. The motion was carried on the voices, and the Bill passed through its remaining stages. Several members spoke on the question and the debate was adjourned until the next sitting day. The Speaker ruled that the amendment was in order and the division resulted in the motion being carried by a majority. [287,987,413,1060]
article-text: Wellington, last night. The Council met at 2.30 p.m. The Bill was read a second time and committed, and the House went into committee. Mr Massey said that the Government had no intention of proceeding with the measure this session. The motion was carried on the voices, and the Bill passed through its remaining stages. Several members spoke on the question and the debate was adjourned until the next sitting day. The Speaker ruled that the amendment was in order and the division resulted in the motion being carried by a majority. [149,519,275,592]
article-text: Wellington, last night. The Council met at 2.30 p.m. The Bill was read a second time and committed, and the House went into committee. Mr Massey said that the Government had no intention of proceeding with the measure this session. The motion was carried on the voices, and the Bill passed through its remaining stages. Several members spoke on the question and the debate was adjourned until the next sitting day. The Speaker ruled that the amendment was in order and the division resulted in the motion being carried by a majority. [12,128,137,201]
article-text: Wellington, last night. The Council met at 2.30 p.m. The Bill was read a second time and committed, and the House went into committee. Mr Massey said that the Government had no intention of proceeding with the measure this session. The motion was carried on the voices, and the Bill passed through its remaining stages. Several members spoke on the question and the debate was adjourned until the next sitting day. The Speaker ruled that the amendment was in order and the division resulted in the motion being carried by a majority. [149,1282,275,1355]
murray-text: Wellington, last night. The Council met at 2.30 p.m. The Bill was read a second time and committed, and the House went into committee. Mr Massey said that the Government had no intention of proceeding with the measure this session. The motion was carried on the voices, and the Bill passed through its remaining stages. Several members spoke on the question and the debate was adjourned until the next sitting day. The Speaker ruled that the amendment was in order and the division resulted in the motion being carried by a majority. [704,96,822,179]
electrical-title: ELECTRICAL AND MOTOR ENGINEERING WKS. [848,439,954,457]
bicycle-below-cost: A BICYCLE AT BELOW COST. [723,457,804,464]
